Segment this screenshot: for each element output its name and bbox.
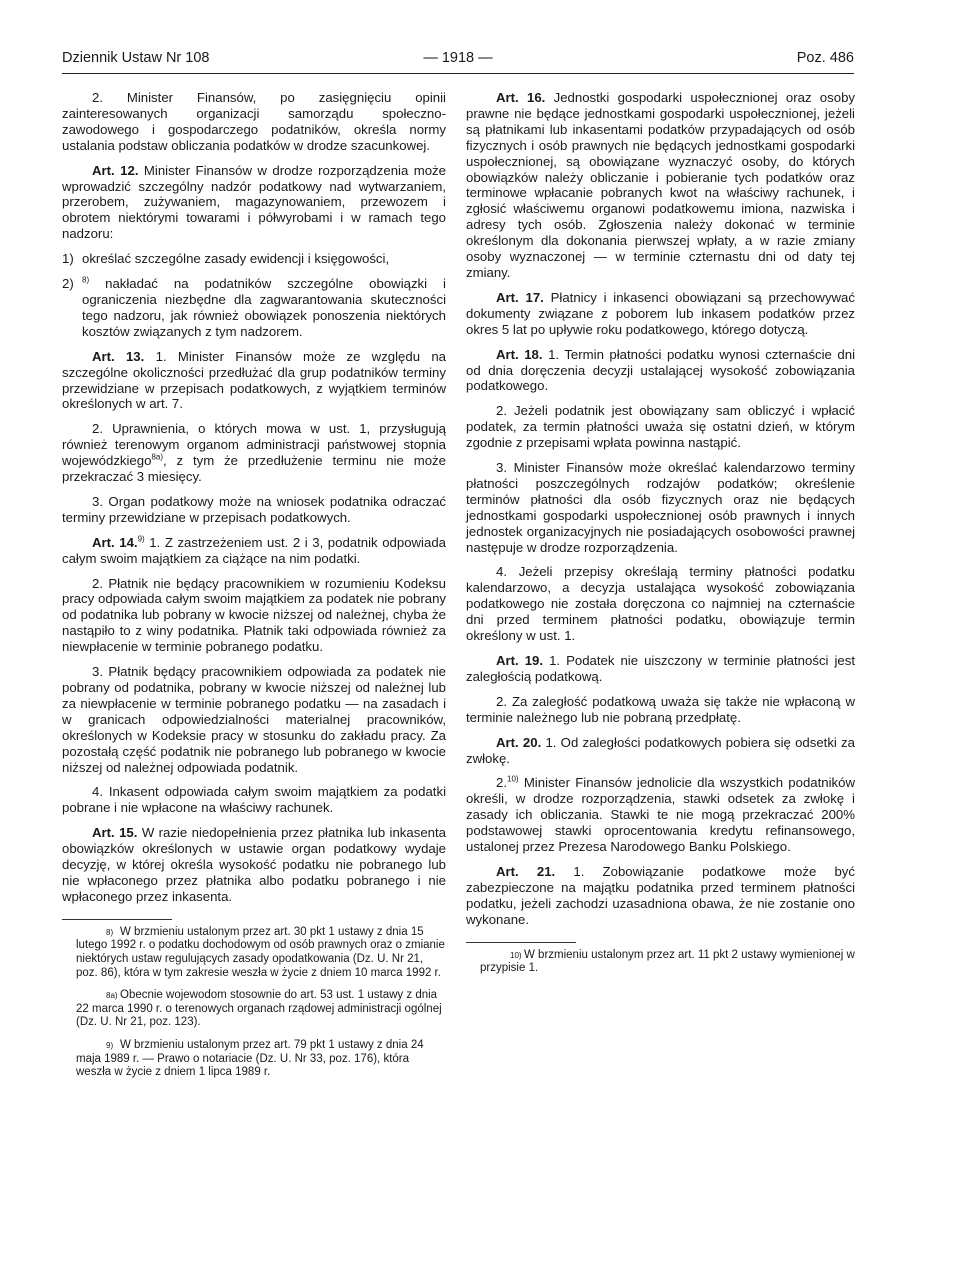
article-label: Art. 18. xyxy=(496,346,543,362)
paragraph: 2. Jeżeli podatnik jest obowiązany sam obliczyć i wpłacić podatek, za termin płatności uważa się ostatni dzień, w którym zgodnie z przepisami wpłata powinna nastąpić. xyxy=(466,403,855,451)
footnote-ref: 8) xyxy=(82,275,90,285)
footnote: 9) W brzmieniu ustalonym przez art. 79 pkt 1 ustawy z dnia 24 maja 1989 r. — Prawo o notariacie (Dz. U. Nr 33, poz. 176), która weszła w życie z dniem 1 lipca 1989 r. xyxy=(76,1038,424,1079)
footnote-rule xyxy=(62,919,172,920)
article-20: Art. 20. 1. Od zaległości podatkowych pobiera się odsetki za zwłokę. xyxy=(466,734,855,766)
paragraph: 2. Za zaległość podatkową uważa się także nie wpłaconą w terminie należnego lub nie pobraną przedpłatę. xyxy=(466,693,855,725)
header-rule xyxy=(62,73,854,74)
position-number: Poz. 486 xyxy=(796,50,854,66)
paragraph: 2. Uprawnienia, o których mowa w ust. 1, przysługują również terenowym organom administracji państwowej stopnia wojewódzkiego$^{8a)}$, z tym że przedłużenie terminu nie może przekraczać 3 miesięcy. xyxy=(62,421,446,485)
paragraph: 3. Minister Finansów może określać kalendarzowo terminy płatności poszczególnych rodzajów podatków; określenie terminów płatności dla osób fizycznych oraz nie będących jednostkami gospodarki uspołecznionej osób prawnych i innych jednostek organizacyjnych nie posiadających osobowości prawnej następuje w drodze rozporządzenia. xyxy=(466,460,855,555)
paragraph: 3. Organ podatkowy może na wniosek podatnika odraczać terminy przewidziane w przepisach podatkowych. xyxy=(62,493,446,525)
footnote-ref: 8a) xyxy=(151,452,163,462)
article-15: Art. 15. W razie niedopełnienia przez płatnika lub inkasenta obowiązków określonych w ustawie organ podatkowy wydaje decyzję, w której określa wysokość podatku nie pobranego lub nie wpłaconego przez płatnika albo podatku pobranego i nie wpłaconego przez inkasenta. xyxy=(62,825,446,904)
article-label: Art. 16. xyxy=(496,90,546,105)
right-column xyxy=(466,90,855,985)
paragraph: 3. Płatnik będący pracownikiem odpowiada za podatek nie pobrany od podatnika, pobrany w kwocie niższej od należnej lub za niewpłacenie w terminie pobranego podatku — na zasadach i w granicach odpowiedzialności materialnej pracowników, określonych w Kodeksie pracy w stosunku do zakładu pracy. Za pozostałą część podatnik nie pobranego lub pobranego w kwocie niższej od należnej odpowiada podatnik. xyxy=(62,664,446,775)
article-label: Art. 17. xyxy=(496,289,544,305)
article-13: Art. 13. 1. Minister Finansów może ze względu na szczególne okoliczności przedłużać dla grup podatników terminy przewidziane w przepisach podatkowych, z wyjątkiem terminów określonych w art. 7. xyxy=(62,348,446,412)
footnote-rule xyxy=(466,942,576,943)
footnote: 8a) Obecnie wojewodom stosownie do art. 53 ust. 1 ustawy z dnia 22 marca 1990 r. o terenowych organach rządowej administracji ogólnej (Dz. U. Nr 21, poz. 123). xyxy=(76,989,442,1029)
article-18: Art. 18. 1. Termin płatności podatku wynosi czternaście dni od dnia doręczenia decyzji ustalającej wysokość zobowiązania podatkowego. xyxy=(466,346,855,394)
paragraph: 4. Inkasent odpowiada całym swoim majątkiem za podatki pobrane i nie wpłacone na właściwy rachunek. xyxy=(62,784,446,816)
footnote-ref: 10) xyxy=(507,775,519,785)
journal-title: Dziennik Ustaw Nr 108 xyxy=(62,50,210,66)
article-label: Art. 12. xyxy=(92,162,139,178)
footnote-ref: 9) xyxy=(137,534,145,544)
page-header xyxy=(62,50,854,72)
article-label: Art. 21. xyxy=(496,863,556,879)
article-16: Art. 16. Jednostki gospodarki uspołecznionej oraz osoby prawne nie będące jednostkami gospodarki uspołecznionej, jeżeli są płatnikami lub inkasentami podatków przypadających od osób fizycznych i osób prawnych nie będących jednostkami gospodarki uspołecznionej, są obowiązane wyznaczyć osoby, do których obowiązków należy obliczanie i pobieranie tych podatków oraz terminowe wpłacanie pobranych kwot na właściwy rachunek, i zgłosić właściwemu organowi podatkowemu imiona, nazwiska i adresy tych osób. Zgłoszenia należy dokonać w terminie określonym dla dokonania pierwszej wpłaty, a w razie zmiany osoby wyznaczonej — w terminie czternastu dni od daty tej zmiany. xyxy=(466,90,855,280)
left-column xyxy=(62,90,446,1089)
paragraph: 2. Płatnik nie będący pracownikiem w rozumieniu Kodeksu pracy odpowiada całym swoim majątkiem za podatek nie pobrany od podatnika lub pobrany w kwocie niższej od należnej, chyba że nastąpiło to z winy podatnika. Płatnik taki odpowiada również za niewpłacenie w terminie pobranego podatku. xyxy=(62,575,446,655)
article-label: Art. 13. xyxy=(92,348,145,364)
page-number: — 1918 — xyxy=(423,50,493,66)
paragraph: 4. Jeżeli przepisy określają terminy płatności podatku kalendarzowo, a decyzja ustalająca wysokość zobowiązania podatkowego nie została doręczona co najmniej na czternaście dni przed terminem płatności podatku, obowiązuje termin określony w ust. 1. xyxy=(466,564,855,644)
footnote: 10) W brzmieniu ustalonym przez art. 11 pkt 2 ustawy wymienionej w przypisie 1. xyxy=(480,948,855,975)
article-12: Art. 12. Minister Finansów w drodze rozporządzenia może wprowadzić szczególny nadzór podatkowy nad wytwarzaniem, przerobem, zużywaniem, magazynowaniem, przewozem i obrotem niektórymi towarami i półwyrobami i w ramach tego nadzoru: xyxy=(62,162,446,242)
article-17: Art. 17. Płatnicy i inkasenci obowiązani są przechowywać dokumenty związane z poborem lub inkasem podatków przez okres 5 lat po upływie roku podatkowego, którego dotyczą. xyxy=(466,289,855,337)
article-14: Art. 14.$^{9)}$ 1. Z zastrzeżeniem ust. 2 i 3, podatnik odpowiada całym swoim majątkiem za ciążące na nim podatki. xyxy=(62,534,446,566)
list-item: 1) określać szczególne zasady ewidencji i księgowości, xyxy=(62,251,390,267)
article-19: Art. 19. 1. Podatek nie uiszczony w terminie płatności jest zaległością podatkową. xyxy=(466,653,855,684)
article-label: Art. 15. xyxy=(92,825,138,841)
footnote: 8) W brzmieniu ustalonym przez art. 30 pkt 1 ustawy z dnia 15 lutego 1992 r. o podatku dochodowym od osób prawnych oraz o zmianie niektórych ustaw regulujących zasady opodatkowania (Dz. U. Nr 21, poz. 86), która w tym zakresie weszła w życie z dniem 10 marca 1992 r. xyxy=(76,925,445,979)
paragraph: 2. Minister Finansów, po zasięgnięciu opinii zainteresowanych organizacji samorządu społeczno-zawodowego i gospodarczego podatników, określa normy ustalania podstaw obliczania podatków w drodze szacunkowej. xyxy=(62,90,446,153)
article-label: Art. 20. xyxy=(496,734,542,750)
article-21: Art. 21. 1. Zobowiązanie podatkowe może być zabezpieczone na majątku podatnika przed terminem płatności podatku, jeżeli zachodzi uzasadniona obawa, że nie zostanie ono wykonane. xyxy=(466,863,855,927)
list-item: 2) $^{8)}$ nakładać na podatników szczególne obowiązki i ograniczenia niezbędne dla zagwarantowania skuteczności tego nadzoru, jak również obowiązek ponoszenia niektórych kosztów związanych z tym nadzorem. xyxy=(62,275,446,339)
article-label: Art. 19. xyxy=(496,653,544,668)
paragraph: 2.$^{10)}$ Minister Finansów jednolicie dla wszystkich podatników określi, w drodze rozporządzenia, stawki odsetek za zwłokę i zasady ich obliczania. Stawki te nie mogą przekraczać 200% podstawowej stawki oprocentowania kredytu refinansowego, ustalonej przez Prezesa Narodowego Banku Polskiego. xyxy=(466,775,855,855)
article-label: Art. 14. xyxy=(92,534,138,550)
